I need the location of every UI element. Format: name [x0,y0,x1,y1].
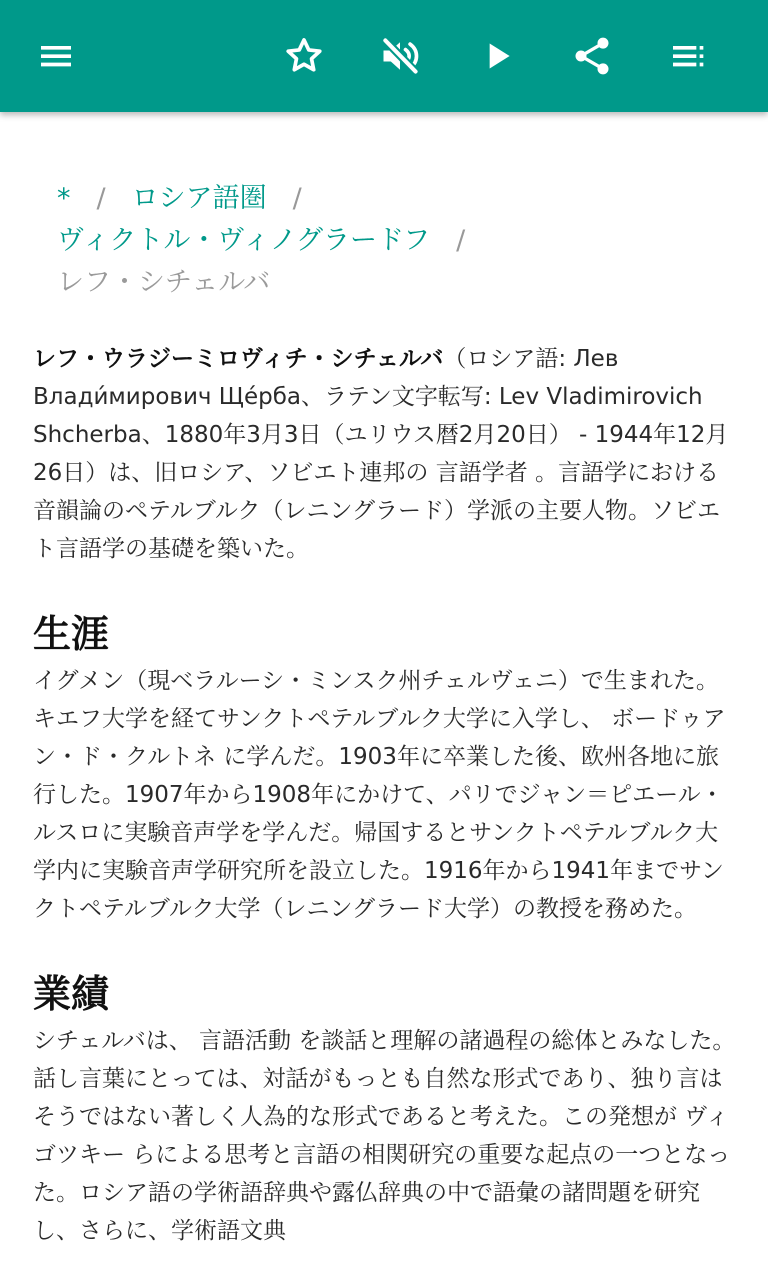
link-language-activity[interactable]: 言語活動 [199,1028,292,1054]
share-button[interactable] [562,26,622,86]
life-text-1: イグメン（現ベラルーシ・ミンスク州チェルヴェニ）で生まれた。キエフ大学を経てサンクトペテルブルク大学に入学し、 [33,668,719,732]
breadcrumb-row-2 [57,220,717,262]
life-text-2: に学んだ。1903年に卒業した後、欧州各地に旅行した。1907年から1908年にかけて、パリでジャン＝ピエール・ルスロに実験音声学を学んだ。帰国するとサンクトペテルブルク大学内に実験音声学研究所を設立した。1916年から1941年までサンクトペテルブルク大学（レニングラード大学）の教授を務めた。 [33,744,724,922]
hamburger-menu-icon [36,36,76,76]
table-of-contents-button[interactable] [658,26,718,86]
breadcrumb-row-1 [57,178,717,220]
intro-text-1: （ロシア語: Лев Влади́мирович Щépба、ラテン文字転写: Lev Vladimirovich Shcherba、1880年3月3日（ユリウス暦2月20日） - 1944年12月26日）は、旧ロシア、ソビエト連邦の [33,346,729,486]
breadcrumb-current: レフ・シチェルバ [57,267,271,298]
app-bar [0,0,768,112]
section-heading-achievements: 業績 [33,972,110,1016]
achievements-text-2: を談話と理解の諸過程の総体とみなした。話し言葉にとっては、対話がもっとも自然な形式であり、独り言はそうではない著しく人為的な形式であると考えた。この発想が [33,1028,736,1130]
link-baudouin-de-courtenay[interactable]: ボードゥアン・ド・クルトネ [33,706,726,770]
achievements-text-3: らによる思考と言語の相関研究の重要な起点の一つとなった。ロシア語の学術語辞典や露仏辞典の中で語彙の諸問題を研究し、さらに、学術語文典 [33,1142,731,1244]
section-life-paragraph [33,662,738,928]
breadcrumb-link-vinogradov[interactable]: ヴィクトル・ヴィノグラードフ [57,225,431,256]
star-outline-icon [282,34,326,78]
menu-button[interactable] [26,26,86,86]
intro-text-2: 。言語学における音韻論のペテルブルク（レニングラード）学派の主要人物。ソビエト言語学の基礎を築いた。 [33,460,721,562]
bookmark-star-button[interactable] [274,26,334,86]
breadcrumb [57,178,717,304]
achievements-text-1: シチェルバは、 [33,1028,200,1054]
mute-button[interactable] [370,26,430,86]
breadcrumb-root-link[interactable]: * [57,183,71,214]
breadcrumb-separator: / [96,183,106,214]
play-icon [478,36,518,76]
breadcrumb-separator: / [292,183,302,214]
intro-paragraph [33,340,738,568]
section-achievements-paragraph [33,1022,738,1250]
breadcrumb-separator: / [456,225,466,256]
link-vygotsky[interactable]: ヴィゴツキー [33,1104,729,1168]
section-heading-life: 生涯 [33,612,110,656]
article-body [33,340,738,1250]
play-button[interactable] [468,26,528,86]
breadcrumb-link-russian-sphere[interactable]: ロシア語圏 [131,183,267,214]
share-icon [570,34,614,78]
toc-list-icon [668,36,708,76]
volume-off-icon [378,34,422,78]
link-linguist[interactable]: 言語学者 [435,460,528,486]
article-subject-name: レフ・ウラジーミロヴィチ・シチェルバ [33,346,444,372]
